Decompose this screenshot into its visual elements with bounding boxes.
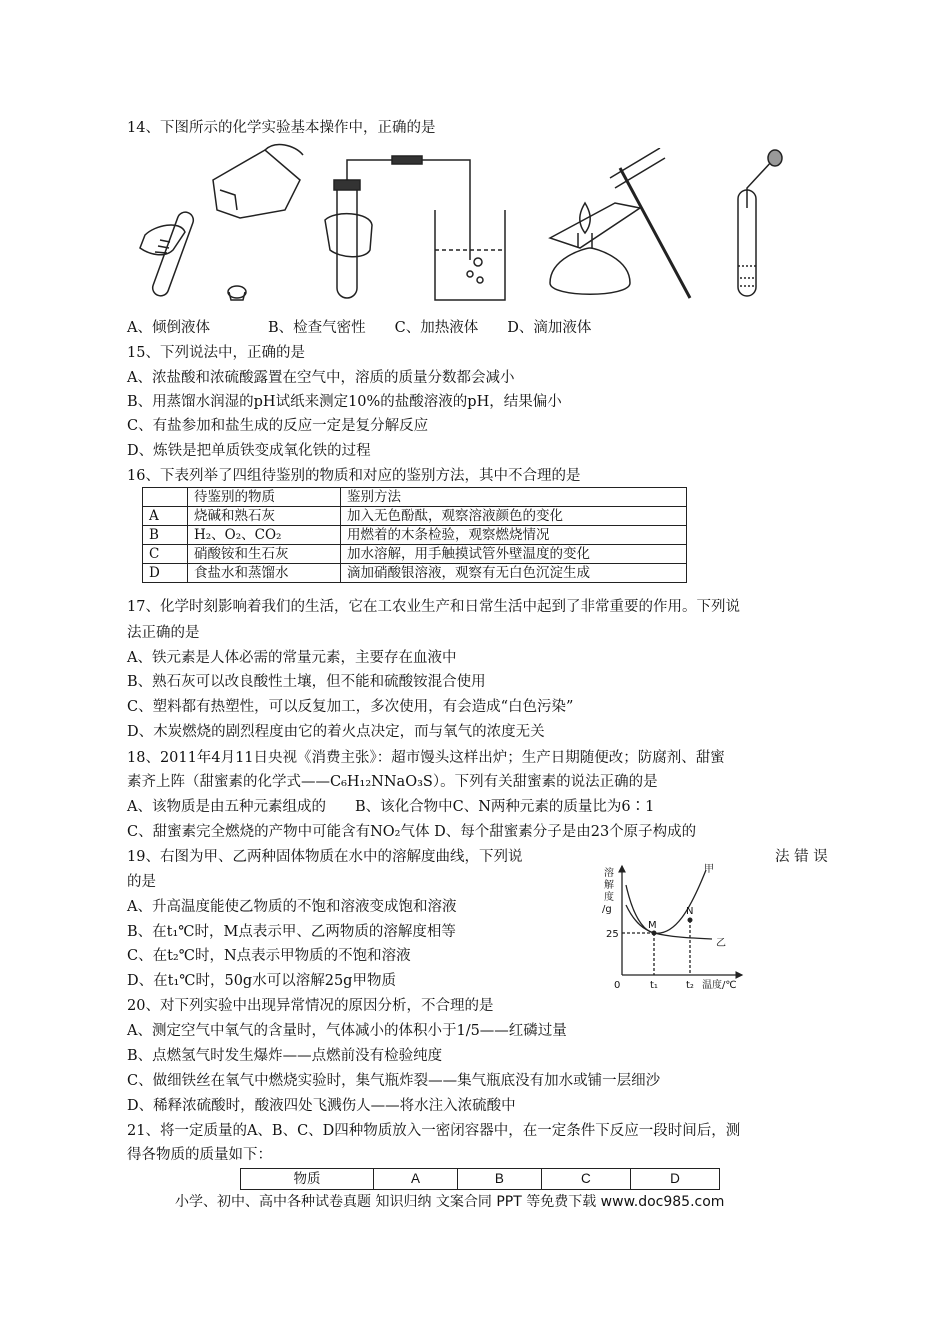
point-label-m: M xyxy=(648,920,657,931)
y-tick-label: 25 xyxy=(606,929,619,940)
q19-option-a: A、升高温度能使乙物质的不饱和溶液变成饱和溶液 xyxy=(127,899,457,915)
table-cell: C xyxy=(541,1169,630,1190)
table-header-row xyxy=(241,1169,720,1190)
q20-option-b: B、点燃氢气时发生爆炸——点燃前没有检验纯度 xyxy=(127,1048,443,1064)
table-cell: C xyxy=(143,545,188,564)
test-tube-icon xyxy=(550,203,640,248)
table-row xyxy=(143,526,687,545)
page-footer: 小学、初中、高中各种试卷真题 知识归纳 文案合同 PPT 等免费下载 www.doc985.com xyxy=(175,1194,725,1210)
q20-option-d: D、稀释浓硫酸时，酸液四处飞溅伤人——将水注入浓硫酸中 xyxy=(127,1098,516,1114)
q15-option-d: D、炼铁是把单质铁变成氧化铁的过程 xyxy=(127,443,371,459)
table-cell: 用燃着的木条检验，观察燃烧情况 xyxy=(341,526,687,545)
y-label-char: 解 xyxy=(604,880,614,891)
dropping-liquid-illustration xyxy=(728,148,788,303)
point-n-marker xyxy=(688,918,693,923)
q21-stem-line1: 21、将一定质量的A、B、C、D四种物质放入一密闭容器中，在一定条件下反应一段时间后，测 xyxy=(127,1123,741,1139)
table-cell: B xyxy=(143,526,188,545)
q15-option-c: C、有盐参加和盐生成的反应一定是复分解反应 xyxy=(127,418,429,434)
q18-stem-line2: 素齐上阵（甜蜜素的化学式——C₆H₁₂NNaO₃S）。下列有关甜蜜素的说法正确的是 xyxy=(127,774,658,790)
table-cell: B xyxy=(457,1169,541,1190)
q17-stem-line1: 17、化学时刻影响着我们的生活，它在工农业生产和日常生活中起到了非常重要的作用。下列说 xyxy=(127,599,740,615)
test-tube-icon xyxy=(337,180,357,298)
q15-option-b: B、用蒸馏水润湿的pH试纸来测定10%的盐酸溶液的pH，结果偏小 xyxy=(127,394,562,410)
table-row xyxy=(143,545,687,564)
q15-stem: 15、下列说法中，正确的是 xyxy=(127,345,305,361)
test-tube-holder-icon xyxy=(620,168,690,298)
point-label-n: N xyxy=(686,906,694,917)
table-cell: A xyxy=(374,1169,458,1190)
hand-icon xyxy=(325,214,372,257)
table-cell: 鉴别方法 xyxy=(341,488,687,507)
origin-label: 0 xyxy=(614,980,621,990)
q14-options: A、倾倒液体 B、检查气密性 C、加热液体 D、滴加液体 xyxy=(127,320,592,336)
table-row xyxy=(143,564,687,583)
q19-option-b: B、在t₁℃时，M点表示甲、乙两物质的溶解度相等 xyxy=(127,924,456,940)
solubility-curve-figure xyxy=(590,860,750,990)
y-label-char: /g xyxy=(602,904,612,915)
point-m-marker xyxy=(652,931,657,936)
q17-option-a: A、铁元素是人体必需的常量元素，主要存在血液中 xyxy=(127,650,457,666)
table-cell: 加水溶解，用手触摸试管外壁温度的变化 xyxy=(341,545,687,564)
table-cell: D xyxy=(143,564,188,583)
table-cell: H₂、O₂、CO₂ xyxy=(188,526,341,545)
table-header-row xyxy=(143,488,687,507)
x-axis-label: 温度/℃ xyxy=(702,980,737,990)
table-cell: 加入无色酚酞，观察溶液颜色的变化 xyxy=(341,507,687,526)
q18-stem-line1: 18、2011年4月11日央视《消费主张》：超市馒头这样出炉；生产日期随便改；防腐剂、甜蜜 xyxy=(127,750,725,766)
q20-stem: 20、对下列实验中出现异常情况的原因分析，不合理的是 xyxy=(127,998,494,1014)
q20-option-c: C、做细铁丝在氧气中燃烧实验时，集气瓶炸裂——集气瓶底没有加水或铺一层细沙 xyxy=(127,1073,661,1089)
alcohol-lamp-icon xyxy=(550,248,630,294)
table-cell: 待鉴别的物质 xyxy=(188,488,341,507)
q19-option-c: C、在t₂℃时，N点表示甲物质的不饱和溶液 xyxy=(127,948,411,964)
q21-table xyxy=(240,1168,720,1190)
q18-options-cd: C、甜蜜素完全燃烧的产物中可能含有NO₂气体 D、每个甜蜜素分子是由23个原子构成的 xyxy=(127,824,697,840)
heating-liquid-illustration xyxy=(530,148,710,313)
table-cell: 食盐水和蒸馏水 xyxy=(188,564,341,583)
dropper-icon xyxy=(747,160,773,208)
q20-option-a: A、测定空气中氧气的含量时，气体减小的体积小于1/5——红磷过量 xyxy=(127,1023,567,1039)
table-cell: A xyxy=(143,507,188,526)
series-label-jia: 甲 xyxy=(704,864,714,875)
q17-stem-line2: 法正确的是 xyxy=(127,625,200,641)
pour-liquid-illustration xyxy=(125,140,305,310)
table-cell: 滴加硝酸银溶液，观察有无白色沉淀生成 xyxy=(341,564,687,583)
reagent-bottle-icon xyxy=(213,150,300,218)
curve-yi xyxy=(626,905,712,939)
y-label-char: 溶 xyxy=(604,868,614,879)
q17-option-d: D、木炭燃烧的剧烈程度由它的着火点决定，而与氧气的浓度无关 xyxy=(127,724,545,740)
q15-option-a: A、浓盐酸和浓硫酸露置在空气中，溶质的质量分数都会减小 xyxy=(127,370,515,386)
series-label-yi: 乙 xyxy=(716,938,726,949)
table-row xyxy=(143,507,687,526)
table-cell: 烧碱和熟石灰 xyxy=(188,507,341,526)
q19-stem-line2: 的是 xyxy=(127,874,156,890)
table-cell: 物质 xyxy=(241,1169,374,1190)
q16-table xyxy=(142,487,687,583)
airtightness-illustration xyxy=(320,150,520,310)
q17-option-b: B、熟石灰可以改良酸性土壤，但不能和硫酸铵混合使用 xyxy=(127,674,486,690)
q19-option-d: D、在t₁℃时，50g水可以溶解25g甲物质 xyxy=(127,973,396,989)
q18-options-ab: A、该物质是由五种元素组成的 B、该化合物中C、N两种元素的质量比为6∶1 xyxy=(127,799,655,815)
q19-stem-line1: 19、右图为甲、乙两种固体物质在水中的溶解度曲线，下列说 xyxy=(127,849,523,865)
y-label-char: 度 xyxy=(604,892,614,903)
table-cell xyxy=(143,488,188,507)
table-cell: D xyxy=(630,1169,719,1190)
q21-stem-line2: 得各物质的质量如下： xyxy=(127,1147,272,1163)
q17-option-c: C、塑料都有热塑性，可以反复加工，多次使用，有会造成“白色污染” xyxy=(127,699,574,715)
x-tick-label: t₂ xyxy=(686,980,694,990)
q16-stem: 16、下表列举了四组待鉴别的物质和对应的鉴别方法，其中不合理的是 xyxy=(127,468,581,484)
q19-stem-tail: 法 错 误 xyxy=(775,849,828,865)
q14-stem: 14、下图所示的化学实验基本操作中，正确的是 xyxy=(127,120,436,136)
table-cell: 硝酸铵和生石灰 xyxy=(188,545,341,564)
x-tick-label: t₁ xyxy=(650,980,658,990)
